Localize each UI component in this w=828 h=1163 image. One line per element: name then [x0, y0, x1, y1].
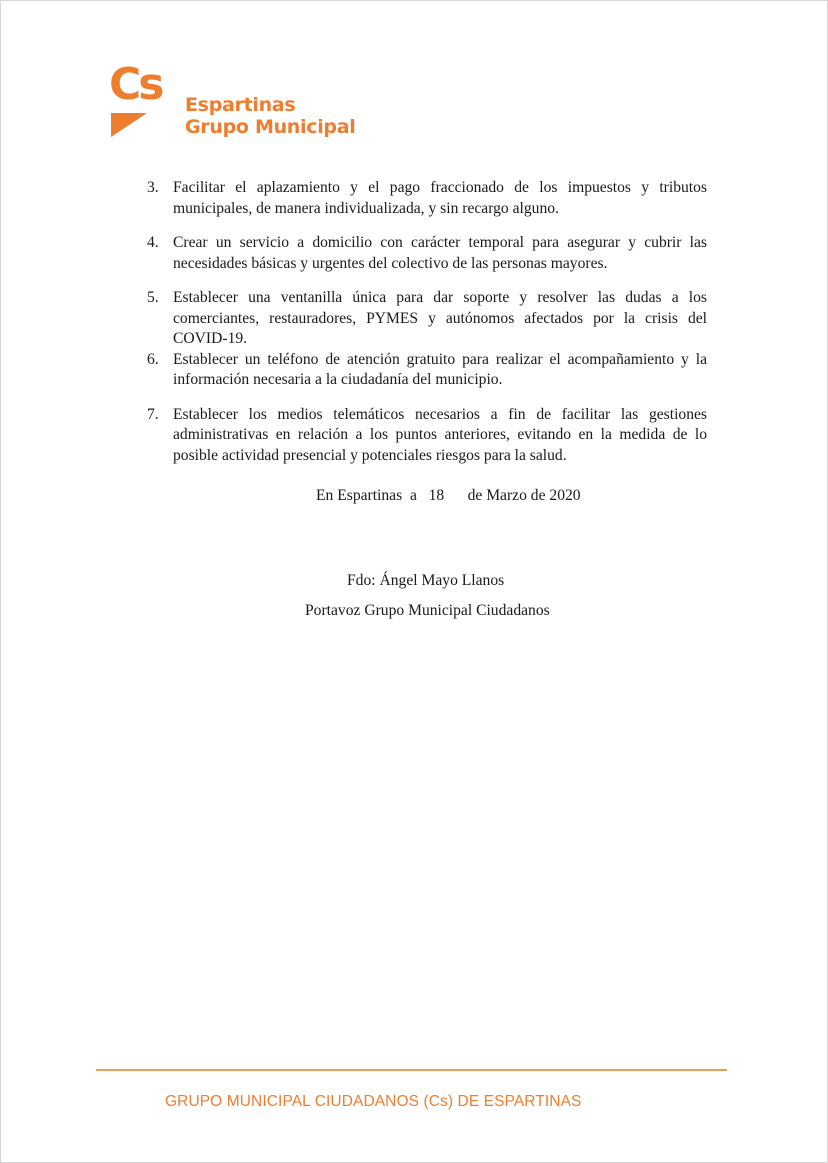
list-item — [147, 233, 707, 274]
item-text: Establecer una ventanilla única para dar soporte y resolver las dudas a los comerciantes, restauradores, PYMES y autónomos afectados por la crisis del COVID-19. — [173, 289, 707, 347]
signature-name: Fdo: Ángel Mayo Llanos — [347, 572, 505, 589]
item-number: 7. — [147, 405, 159, 423]
item-number: 5. — [147, 289, 159, 306]
logo-title: Espartinas — [185, 94, 296, 116]
cs-logo-icon — [109, 61, 179, 139]
footer-text: GRUPO MUNICIPAL CIUDADANOS (Cs) DE ESPARTINAS — [165, 1093, 582, 1110]
list-item — [147, 288, 707, 350]
item-text: Establecer los medios telemáticos necesarios a fin de facilitar las gestiones administrativas en relación a los puntos anteriores, evitando en la medida de lo posible actividad presencial y potenciales riesgos para la salud. — [173, 405, 707, 464]
item-number: 6. — [147, 350, 159, 368]
svg-text:Cs: Cs — [109, 61, 162, 110]
list-item — [147, 178, 707, 219]
signature-role: Portavoz Grupo Municipal Ciudadanos — [305, 602, 550, 619]
party-logo — [109, 61, 369, 141]
item-text: Facilitar el aplazamiento y el pago fraccionado de los impuestos y tributos municipales, de manera individualizada, y sin recargo alguno. — [173, 179, 707, 217]
list-item — [147, 350, 707, 391]
item-text: Crear un servicio a domicilio con carácter temporal para asegurar y cubrir las necesidades básicas y urgentes del colectivo de las personas mayores. — [173, 234, 707, 272]
date-line: En Espartinas a 18 de Marzo de 2020 — [316, 487, 581, 504]
item-number: 4. — [147, 234, 159, 251]
item-number: 3. — [147, 179, 159, 196]
item-text: Establecer un teléfono de atención gratuito para realizar el acompañamiento y la información necesaria a la ciudadanía del municipio. — [173, 350, 707, 388]
footer-divider — [96, 1069, 727, 1071]
logo-subtitle: Grupo Municipal — [185, 116, 356, 138]
proposal-list — [147, 178, 707, 466]
list-item — [147, 405, 707, 467]
